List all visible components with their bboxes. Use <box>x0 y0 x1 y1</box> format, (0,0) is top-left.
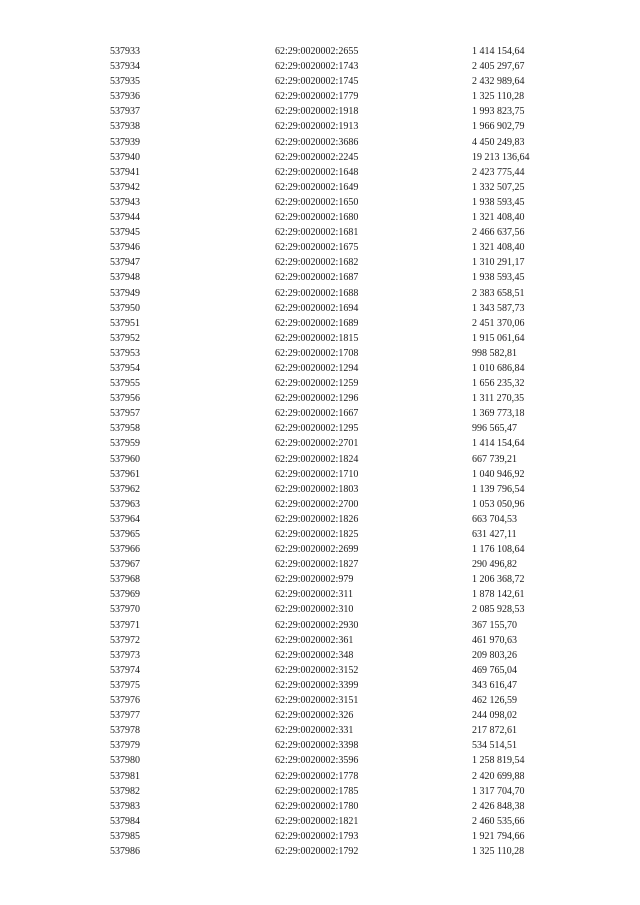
cadastral-number-cell: 62:29:0020002:2245 <box>275 151 359 163</box>
cadastral-value-cell: 1 921 794,66 <box>472 830 525 842</box>
row-number-cell: 537964 <box>110 513 140 525</box>
cadastral-value-cell: 1 258 819,54 <box>472 755 525 767</box>
cadastral-number-cell: 62:29:0020002:3686 <box>275 136 359 148</box>
row-number-cell: 537969 <box>110 589 140 601</box>
row-number-cell: 537948 <box>110 272 140 284</box>
table-row <box>110 44 582 59</box>
cadastral-number-cell: 62:29:0020002:1648 <box>275 166 359 178</box>
row-number-cell: 537979 <box>110 740 140 752</box>
cadastral-number-cell: 62:29:0020002:1681 <box>275 227 359 239</box>
table-row <box>110 135 582 150</box>
table-row <box>110 180 582 195</box>
table-row <box>110 618 582 633</box>
cadastral-value-cell: 217 872,61 <box>472 725 517 737</box>
table-row <box>110 165 582 180</box>
row-number-cell: 537967 <box>110 559 140 571</box>
row-number-cell: 537956 <box>110 393 140 405</box>
table-row <box>110 678 582 693</box>
cadastral-value-cell: 1 878 142,61 <box>472 589 525 601</box>
cadastral-number-cell: 62:29:0020002:1745 <box>275 76 359 88</box>
table-row <box>110 497 582 512</box>
cadastral-number-cell: 62:29:0020002:1295 <box>275 423 359 435</box>
row-number-cell: 537951 <box>110 317 140 329</box>
table-row <box>110 723 582 738</box>
cadastral-value-cell: 1 325 110,28 <box>472 91 525 103</box>
cadastral-number-cell: 62:29:0020002:348 <box>275 649 354 661</box>
cadastral-number-cell: 62:29:0020002:1826 <box>275 513 359 525</box>
row-number-cell: 537981 <box>110 770 140 782</box>
table-row <box>110 240 582 255</box>
cadastral-number-cell: 62:29:0020002:1778 <box>275 770 359 782</box>
cadastral-value-cell: 462 126,59 <box>472 695 517 707</box>
cadastral-number-cell: 62:29:0020002:1680 <box>275 212 359 224</box>
table-row <box>110 844 582 859</box>
table-row <box>110 572 582 587</box>
table-row <box>110 376 582 391</box>
row-number-cell: 537966 <box>110 544 140 556</box>
cadastral-number-cell: 62:29:0020002:1708 <box>275 347 359 359</box>
table-row <box>110 316 582 331</box>
cadastral-value-cell: 1 343 587,73 <box>472 302 525 314</box>
table-row <box>110 346 582 361</box>
cadastral-value-cell: 996 565,47 <box>472 423 517 435</box>
cadastral-value-cell: 1 321 408,40 <box>472 212 525 224</box>
table-row <box>110 769 582 784</box>
row-number-cell: 537957 <box>110 408 140 420</box>
cadastral-number-cell: 62:29:0020002:1689 <box>275 317 359 329</box>
cadastral-value-cell: 1 206 368,72 <box>472 574 525 586</box>
table-row <box>110 527 582 542</box>
cadastral-number-cell: 62:29:0020002:1918 <box>275 106 359 118</box>
table-row <box>110 738 582 753</box>
table-row <box>110 753 582 768</box>
row-number-cell: 537949 <box>110 287 140 299</box>
table-row <box>110 361 582 376</box>
cadastral-number-cell: 62:29:0020002:1259 <box>275 378 359 390</box>
cadastral-value-cell: 2 432 989,64 <box>472 76 525 88</box>
cadastral-value-cell: 1 311 270,35 <box>472 393 525 405</box>
cadastral-value-cell: 534 514,51 <box>472 740 517 752</box>
cadastral-value-cell: 367 155,70 <box>472 619 517 631</box>
cadastral-number-cell: 62:29:0020002:361 <box>275 634 354 646</box>
cadastral-number-cell: 62:29:0020002:2701 <box>275 438 359 450</box>
cadastral-number-cell: 62:29:0020002:2699 <box>275 544 359 556</box>
table-row <box>110 74 582 89</box>
table-row <box>110 708 582 723</box>
cadastral-number-cell: 62:29:0020002:310 <box>275 604 354 616</box>
cadastral-number-cell: 62:29:0020002:1825 <box>275 529 359 540</box>
cadastral-value-cell: 998 582,81 <box>472 347 517 359</box>
cadastral-number-cell: 62:29:0020002:1743 <box>275 61 359 73</box>
row-number-cell: 537946 <box>110 242 140 254</box>
table-row <box>110 799 582 814</box>
row-number-cell: 537963 <box>110 498 140 510</box>
cadastral-number-cell: 62:29:0020002:2930 <box>275 619 359 631</box>
row-number-cell: 537986 <box>110 845 140 857</box>
cadastral-value-cell: 1 040 946,92 <box>472 468 525 480</box>
cadastral-value-cell: 1 139 796,54 <box>472 483 525 495</box>
cadastral-value-cell: 244 098,02 <box>472 710 517 722</box>
table-row <box>110 286 582 301</box>
table-row <box>110 225 582 240</box>
row-number-cell: 537970 <box>110 604 140 616</box>
cadastral-value-cell: 2 420 699,88 <box>472 770 525 782</box>
row-number-cell: 537940 <box>110 151 140 163</box>
cadastral-number-cell: 62:29:0020002:1824 <box>275 453 359 465</box>
cadastral-number-cell: 62:29:0020002:979 <box>275 574 354 586</box>
row-number-cell: 537984 <box>110 815 140 827</box>
row-number-cell: 537934 <box>110 61 140 73</box>
row-number-cell: 537954 <box>110 362 140 374</box>
cadastral-number-cell: 62:29:0020002:1675 <box>275 242 359 254</box>
cadastral-value-cell: 1 317 704,70 <box>472 785 525 797</box>
row-number-cell: 537933 <box>110 46 140 57</box>
row-number-cell: 537975 <box>110 679 140 691</box>
cadastral-number-cell: 62:29:0020002:3399 <box>275 679 359 691</box>
cadastral-number-cell: 62:29:0020002:1667 <box>275 408 359 420</box>
cadastral-value-cell: 667 739,21 <box>472 453 517 465</box>
table-row <box>110 557 582 572</box>
row-number-cell: 537939 <box>110 136 140 148</box>
cadastral-number-cell: 62:29:0020002:1687 <box>275 272 359 284</box>
cadastral-value-cell: 19 213 136,64 <box>472 151 530 163</box>
cadastral-value-cell: 2 460 535,66 <box>472 815 525 827</box>
table-row <box>110 829 582 844</box>
row-number-cell: 537947 <box>110 257 140 269</box>
cadastral-value-table <box>110 44 582 859</box>
cadastral-value-cell: 469 765,04 <box>472 664 517 676</box>
table-row <box>110 331 582 346</box>
cadastral-value-cell: 1 310 291,17 <box>472 257 525 269</box>
cadastral-value-cell: 2 383 658,51 <box>472 287 525 299</box>
row-number-cell: 537985 <box>110 830 140 842</box>
cadastral-number-cell: 62:29:0020002:1821 <box>275 815 359 827</box>
cadastral-value-cell: 1 176 108,64 <box>472 544 525 556</box>
cadastral-value-cell: 1 053 050,96 <box>472 498 525 510</box>
table-row <box>110 482 582 497</box>
table-row <box>110 104 582 119</box>
row-number-cell: 537952 <box>110 332 140 344</box>
row-number-cell: 537936 <box>110 91 140 103</box>
cadastral-number-cell: 62:29:0020002:1650 <box>275 196 359 208</box>
table-row <box>110 150 582 165</box>
table-row <box>110 255 582 270</box>
cadastral-value-cell: 1 938 593,45 <box>472 196 525 208</box>
row-number-cell: 537945 <box>110 227 140 239</box>
row-number-cell: 537942 <box>110 181 140 193</box>
cadastral-value-cell: 343 616,47 <box>472 679 517 691</box>
cadastral-number-cell: 62:29:0020002:3151 <box>275 695 359 707</box>
cadastral-number-cell: 62:29:0020002:1682 <box>275 257 359 269</box>
cadastral-value-cell: 1 369 773,18 <box>472 408 525 420</box>
table-row <box>110 587 582 602</box>
cadastral-value-cell: 1 993 823,75 <box>472 106 525 118</box>
table-row <box>110 210 582 225</box>
cadastral-number-cell: 62:29:0020002:1294 <box>275 362 359 374</box>
cadastral-number-cell: 62:29:0020002:2700 <box>275 498 359 510</box>
row-number-cell: 537971 <box>110 619 140 631</box>
cadastral-number-cell: 62:29:0020002:1688 <box>275 287 359 299</box>
cadastral-value-cell: 1 414 154,64 <box>472 438 525 450</box>
table-row <box>110 119 582 134</box>
row-number-cell: 537941 <box>110 166 140 178</box>
cadastral-number-cell: 62:29:0020002:1793 <box>275 830 359 842</box>
row-number-cell: 537973 <box>110 649 140 661</box>
row-number-cell: 537962 <box>110 483 140 495</box>
cadastral-value-cell: 1 010 686,84 <box>472 362 525 374</box>
cadastral-value-cell: 2 466 637,56 <box>472 227 525 239</box>
cadastral-number-cell: 62:29:0020002:3398 <box>275 740 359 752</box>
table-row <box>110 663 582 678</box>
cadastral-value-cell: 209 803,26 <box>472 649 517 661</box>
table-row <box>110 784 582 799</box>
row-number-cell: 537977 <box>110 710 140 722</box>
row-number-cell: 537982 <box>110 785 140 797</box>
table-row <box>110 814 582 829</box>
table-row <box>110 452 582 467</box>
row-number-cell: 537944 <box>110 212 140 224</box>
table-row <box>110 602 582 617</box>
cadastral-value-cell: 2 423 775,44 <box>472 166 525 178</box>
cadastral-value-cell: 1 325 110,28 <box>472 845 525 857</box>
row-number-cell: 537960 <box>110 453 140 465</box>
cadastral-number-cell: 62:29:0020002:1815 <box>275 332 359 344</box>
cadastral-number-cell: 62:29:0020002:1913 <box>275 121 359 133</box>
table-row <box>110 421 582 436</box>
table-row <box>110 406 582 421</box>
cadastral-value-cell: 2 405 297,67 <box>472 61 525 73</box>
cadastral-number-cell: 62:29:0020002:1792 <box>275 845 359 857</box>
cadastral-value-cell: 1 938 593,45 <box>472 272 525 284</box>
table-row <box>110 391 582 406</box>
cadastral-number-cell: 62:29:0020002:1803 <box>275 483 359 495</box>
row-number-cell: 537976 <box>110 695 140 707</box>
row-number-cell: 537972 <box>110 634 140 646</box>
cadastral-number-cell: 62:29:0020002:1780 <box>275 800 359 812</box>
cadastral-value-cell: 1 966 902,79 <box>472 121 525 133</box>
table-body <box>110 44 582 859</box>
cadastral-number-cell: 62:29:0020002:2655 <box>275 46 359 57</box>
cadastral-number-cell: 62:29:0020002:1296 <box>275 393 359 405</box>
cadastral-value-cell: 1 321 408,40 <box>472 242 525 254</box>
table-row <box>110 512 582 527</box>
row-number-cell: 537983 <box>110 800 140 812</box>
cadastral-number-cell: 62:29:0020002:1827 <box>275 559 359 571</box>
cadastral-number-cell: 62:29:0020002:1649 <box>275 181 359 193</box>
cadastral-number-cell: 62:29:0020002:1785 <box>275 785 359 797</box>
cadastral-value-cell: 1 915 061,64 <box>472 332 525 344</box>
row-number-cell: 537943 <box>110 196 140 208</box>
cadastral-value-cell: 4 450 249,83 <box>472 136 525 148</box>
cadastral-number-cell: 62:29:0020002:331 <box>275 725 354 737</box>
cadastral-value-cell: 2 451 370,06 <box>472 317 525 329</box>
cadastral-value-cell: 290 496,82 <box>472 559 517 571</box>
cadastral-number-cell: 62:29:0020002:311 <box>275 589 353 601</box>
cadastral-value-cell: 1 656 235,32 <box>472 378 525 390</box>
cadastral-value-cell: 631 427,11 <box>472 529 517 540</box>
row-number-cell: 537965 <box>110 529 140 540</box>
row-number-cell: 537935 <box>110 76 140 88</box>
cadastral-value-cell: 461 970,63 <box>472 634 517 646</box>
row-number-cell: 537959 <box>110 438 140 450</box>
table-row <box>110 693 582 708</box>
row-number-cell: 537937 <box>110 106 140 118</box>
cadastral-value-cell: 2 426 848,38 <box>472 800 525 812</box>
cadastral-value-cell: 1 332 507,25 <box>472 181 525 193</box>
cadastral-value-cell: 2 085 928,53 <box>472 604 525 616</box>
row-number-cell: 537974 <box>110 664 140 676</box>
table-row <box>110 542 582 557</box>
row-number-cell: 537938 <box>110 121 140 133</box>
cadastral-number-cell: 62:29:0020002:1694 <box>275 302 359 314</box>
table-row <box>110 648 582 663</box>
table-row <box>110 467 582 482</box>
row-number-cell: 537958 <box>110 423 140 435</box>
cadastral-number-cell: 62:29:0020002:3596 <box>275 755 359 767</box>
cadastral-value-cell: 663 704,53 <box>472 513 517 525</box>
row-number-cell: 537950 <box>110 302 140 314</box>
row-number-cell: 537978 <box>110 725 140 737</box>
row-number-cell: 537953 <box>110 347 140 359</box>
cadastral-value-cell: 1 414 154,64 <box>472 46 525 57</box>
cadastral-number-cell: 62:29:0020002:1779 <box>275 91 359 103</box>
table-row <box>110 436 582 451</box>
row-number-cell: 537968 <box>110 574 140 586</box>
table-row <box>110 301 582 316</box>
row-number-cell: 537961 <box>110 468 140 480</box>
cadastral-number-cell: 62:29:0020002:326 <box>275 710 354 722</box>
table-row <box>110 633 582 648</box>
cadastral-number-cell: 62:29:0020002:3152 <box>275 664 359 676</box>
row-number-cell: 537955 <box>110 378 140 390</box>
table-row <box>110 195 582 210</box>
row-number-cell: 537980 <box>110 755 140 767</box>
table-row <box>110 89 582 104</box>
table-row <box>110 270 582 285</box>
cadastral-number-cell: 62:29:0020002:1710 <box>275 468 359 480</box>
table-row <box>110 59 582 74</box>
